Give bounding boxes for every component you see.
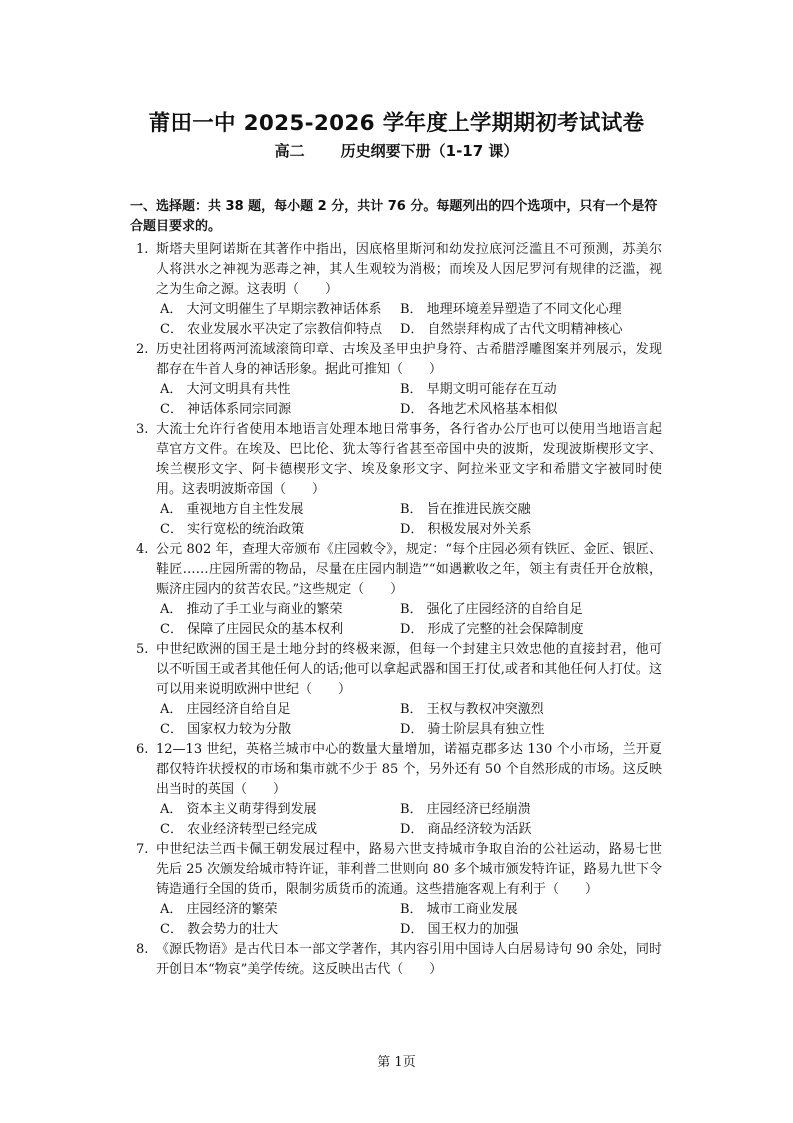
- option-b: B． 旨在推进民族交融: [400, 502, 531, 517]
- question-stem: 历史社团将两河流域滚筒印章、古埃及圣甲虫护身符、古希腊浮雕图案并列展示，发现都存在牛首人身的神话形象。据此可推知（ ）: [156, 342, 662, 377]
- course-label: 历史纲要下册（1-17 课）: [340, 142, 519, 160]
- question-item: [130, 540, 662, 640]
- question-item: [130, 840, 662, 940]
- option-c: C． 神话体系同宗同源: [160, 402, 292, 417]
- option-a: A． 大河文明催生了早期宗教神话体系: [160, 302, 382, 317]
- exam-title: 莆田一中 2025-2026 学年度上学期期初考试试卷: [148, 111, 645, 136]
- question-stem: 公元 802 年，查理大帝颁布《庄园敕令》，规定：“每个庄园必须有铁匠、金匠、银匠、鞋匠……庄园所需的物品，尽量在庄园内制造”“如遇歉收之年，领主有责任开仓放粮，赈济庄园内的贫苦农民。”这些规定（ ）: [156, 542, 662, 597]
- option-b: B． 王权与教权冲突激烈: [400, 702, 544, 717]
- option-b: B． 地理环境差异塑造了不同文化心理: [400, 302, 622, 317]
- option-a: A． 大河文明具有共性: [160, 382, 291, 397]
- option-c: C． 教会势力的壮大: [160, 922, 279, 937]
- question-number: 2.: [136, 342, 149, 357]
- question-number: 6.: [136, 742, 149, 757]
- option-c: C． 实行宽松的统治政策: [160, 522, 305, 537]
- question-stem: 中世纪欧洲的国王是土地分封的终极来源，但每一个封建主只效忠他的直接封君，他可以不听国王或者其他任何人的话;他可以拿起武器和国王打仗,或者和其他任何人打仗。这可以用来说明欧洲中世纪（ ）: [156, 642, 662, 697]
- question-stem: 斯塔夫里阿诺斯在其著作中指出，因底格里斯河和幼发拉底河泛滥且不可预测，苏美尔人将洪水之神视为恶毒之神，其人生观较为消极；而埃及人因尼罗河有规律的泛滥，视之为生命之源。这表明（ ）: [156, 242, 662, 297]
- option-b: B． 早期文明可能存在互动: [400, 382, 557, 397]
- option-c: C． 国家权力较为分散: [160, 722, 292, 737]
- exam-subtitle: [0, 140, 793, 161]
- option-a: A． 推动了手工业与商业的繁荣: [160, 602, 343, 617]
- question-item: [130, 420, 662, 540]
- question-number: 7.: [136, 842, 149, 857]
- question-number: 3.: [136, 422, 149, 437]
- option-d: D． 骑士阶层具有独立性: [400, 722, 545, 737]
- options-grid: [160, 800, 662, 840]
- question-stem: 12—13 世纪，英格兰城市中心的数量大量增加，诺福克郡多达 130 个小市场，兰开夏郡仅特许状授权的市场和集市就不少于 85 个，另外还有 50 个自然形成的市场。这反映出当时的英国（ ）: [156, 742, 662, 797]
- question-stem: 大流士允许行省使用本地语言处理本地日常事务，各行省办公厅也可以使用当地语言起草官方文件。在埃及、巴比伦、犹太等行省甚至帝国中央的波斯，发现波斯楔形文字、埃兰楔形文字、阿卡德楔形文字、埃及象形文字、阿拉米亚文字和希腊文字被同时使用。这表明波斯帝国（ ）: [156, 422, 662, 497]
- option-c: C． 农业经济转型已经完成: [160, 822, 318, 837]
- question-number: 8.: [136, 942, 149, 957]
- option-c: C． 保障了庄园民众的基本权利: [160, 622, 344, 637]
- option-b: B． 庄园经济已经崩溃: [400, 802, 531, 817]
- question-item: [130, 940, 662, 980]
- question-item: [130, 240, 662, 340]
- option-d: D． 自然崇拜构成了古代文明精神核心: [400, 322, 623, 337]
- option-d: D． 各地艺术风格基本相似: [400, 402, 558, 417]
- option-c: C． 农业发展水平决定了宗教信仰特点: [160, 322, 383, 337]
- question-stem: 中世纪法兰西卡佩王朝发展过程中，路易六世支持城市争取自治的公社运动，路易七世先后 25 次颁发给城市特许证，菲利普二世则向 80 多个城市颁发特许证，路易九世下令铸造通行全国的货币，限制劣质货币的流通。这些措施客观上有利于（ ）: [156, 842, 662, 897]
- question-item: [130, 740, 662, 840]
- question-content: [130, 197, 662, 980]
- question-number: 1.: [136, 242, 149, 257]
- question-stem: 《源氏物语》是古代日本一部文学著作，其内容引用中国诗人白居易诗句 90 余处，同时开创日本“物哀”美学传统。这反映出古代（ ）: [156, 942, 662, 977]
- section-heading: 一、选择题：共 38 题，每小题 2 分，共计 76 分。每题列出的四个选项中，只有一个是符合题目要求的。: [130, 199, 658, 234]
- options-grid: [160, 600, 662, 640]
- option-a: A． 资本主义萌芽得到发展: [160, 802, 317, 817]
- options-grid: [160, 500, 662, 540]
- options-grid: [160, 380, 662, 420]
- options-grid: [160, 300, 662, 340]
- option-b: B． 城市工商业发展: [400, 902, 518, 917]
- option-a: A． 重视地方自主性发展: [160, 502, 304, 517]
- options-grid: [160, 900, 662, 940]
- option-d: D． 商品经济较为活跃: [400, 822, 532, 837]
- option-b: B． 强化了庄园经济的自给自足: [400, 602, 583, 617]
- question-item: [130, 340, 662, 420]
- page-number: 第 1页: [377, 1055, 416, 1070]
- question-number: 5.: [136, 642, 149, 657]
- question-number: 4.: [136, 542, 149, 557]
- options-grid: [160, 700, 662, 740]
- option-d: D． 国王权力的加强: [400, 922, 519, 937]
- option-a: A． 庄园经济自给自足: [160, 702, 291, 717]
- option-d: D． 形成了完整的社会保障制度: [400, 622, 584, 637]
- option-a: A． 庄园经济的繁荣: [160, 902, 278, 917]
- question-item: [130, 640, 662, 740]
- option-d: D． 积极发展对外关系: [400, 522, 532, 537]
- grade-label: 高二: [274, 142, 305, 160]
